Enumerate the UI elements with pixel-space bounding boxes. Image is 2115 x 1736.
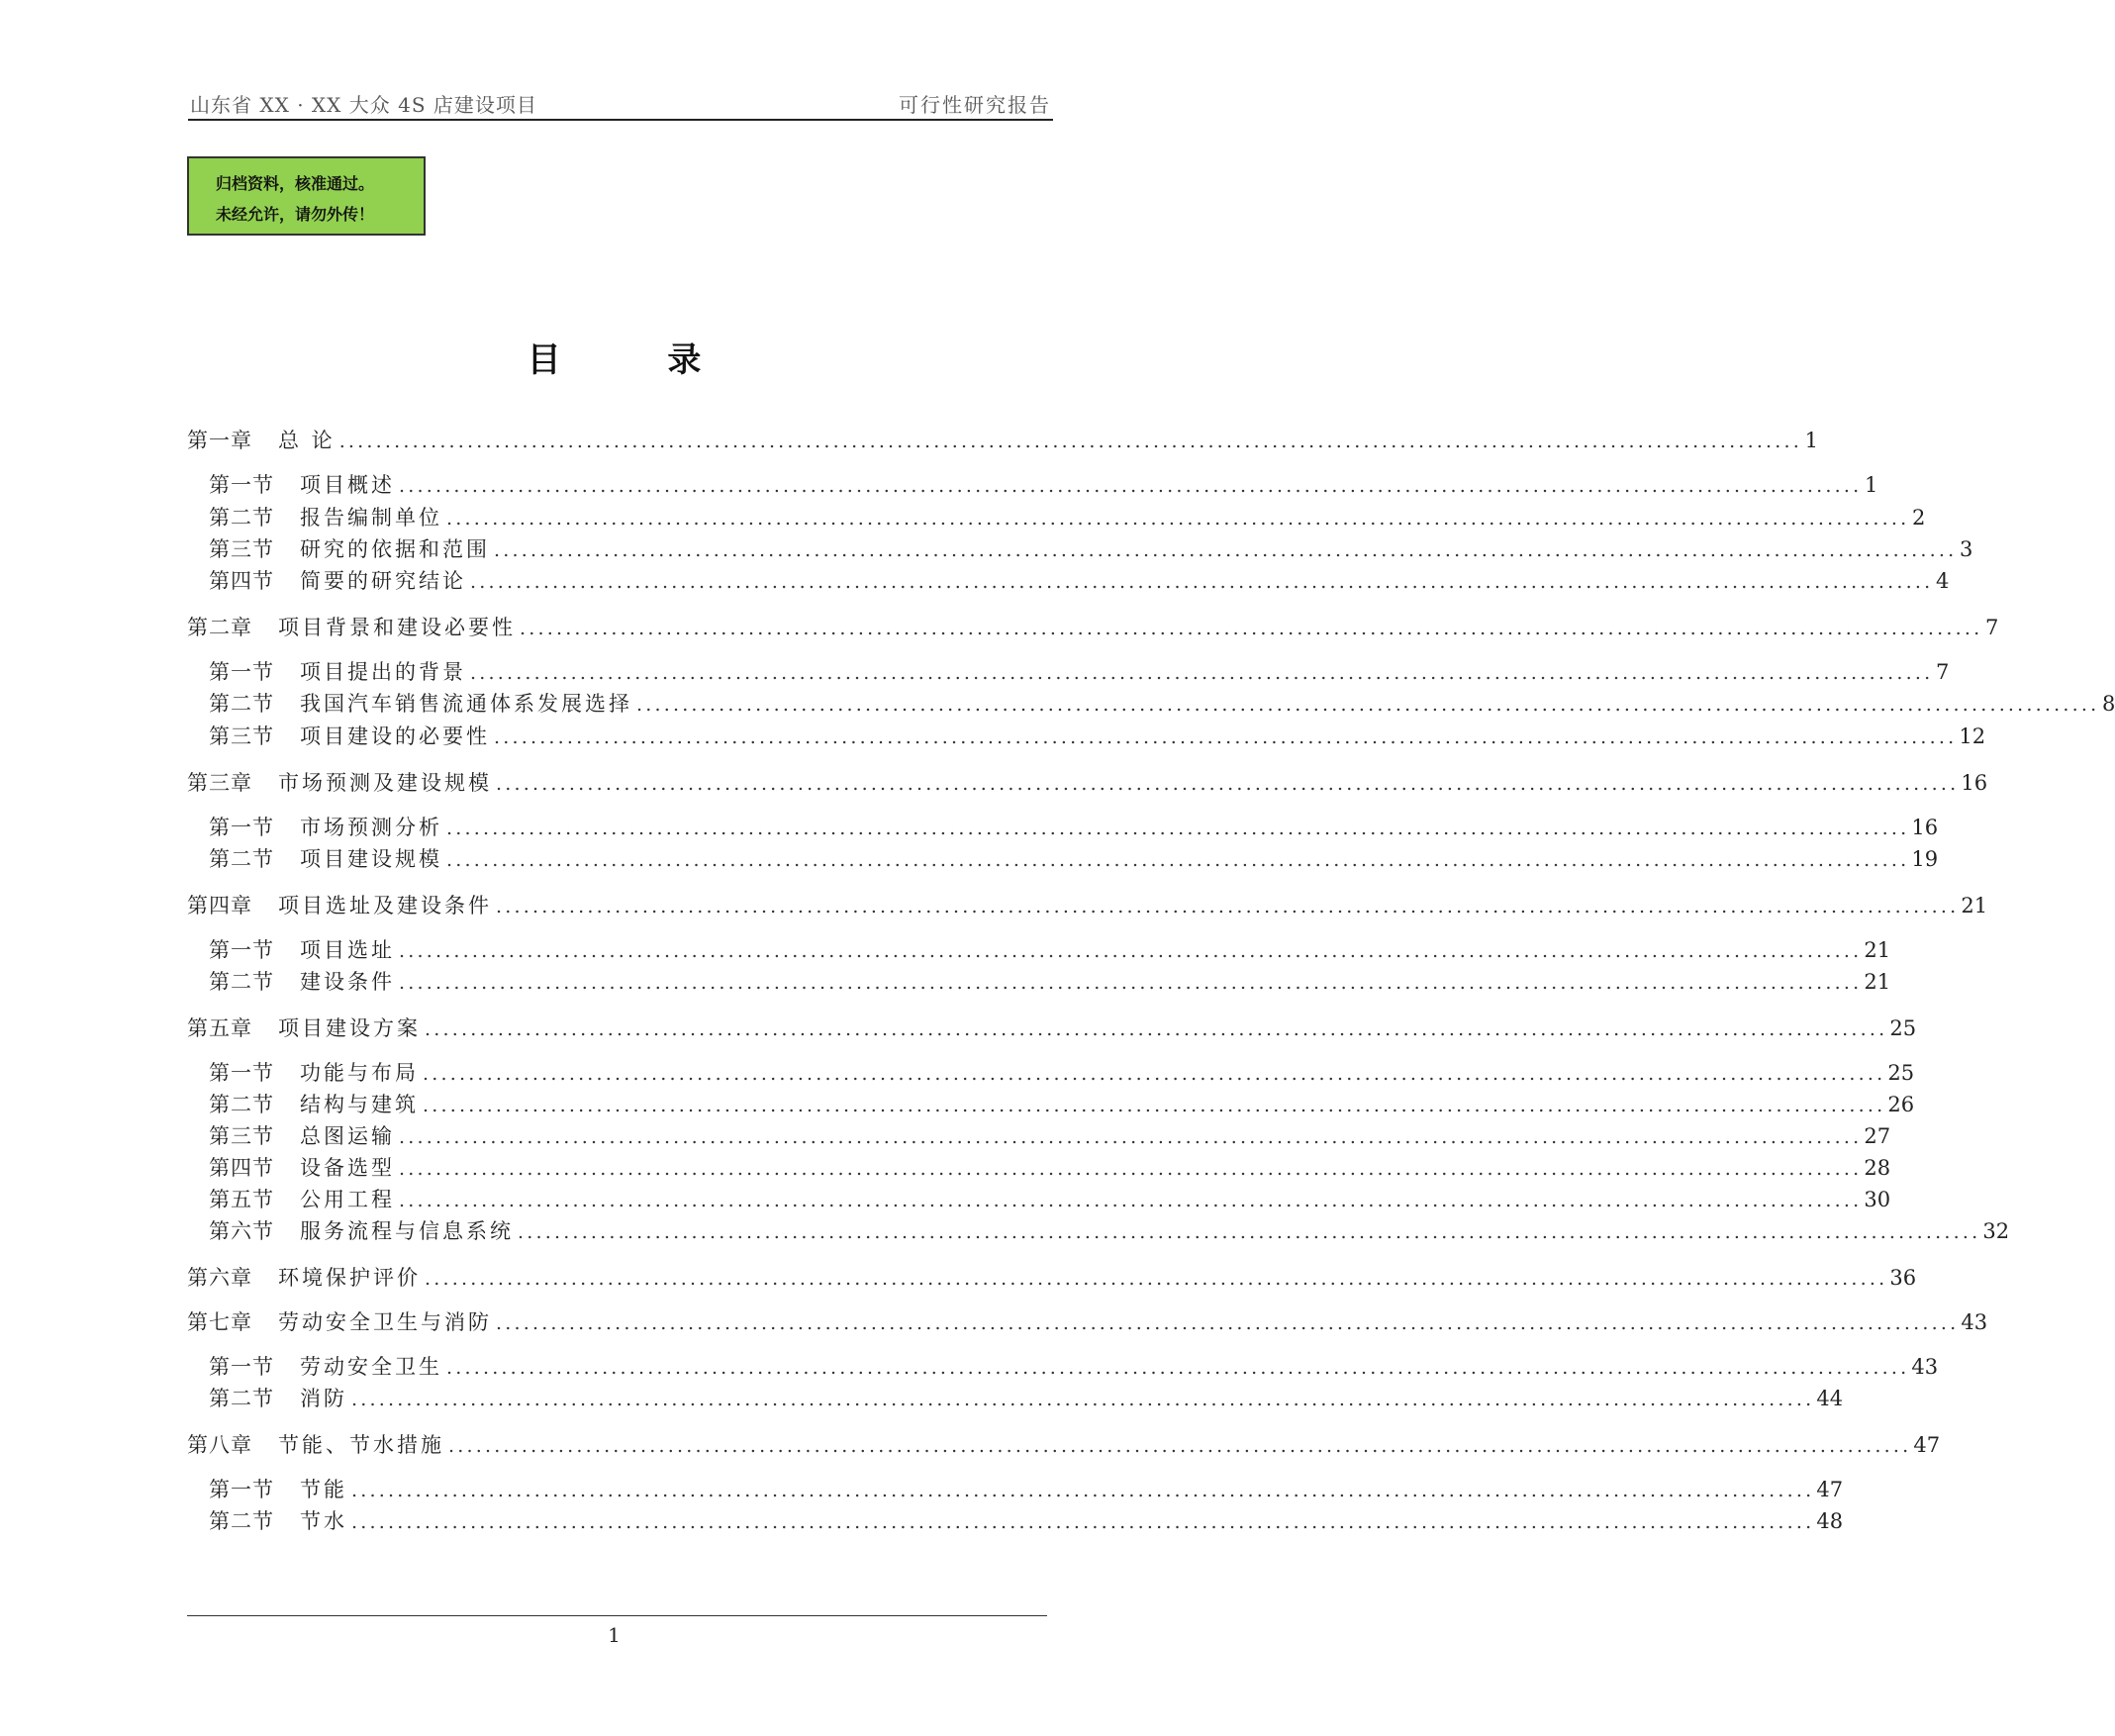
toc-entry-page: 25 [1887, 1061, 1915, 1085]
toc-entry-page: 25 [1889, 1016, 1917, 1040]
toc-dot-leader: ................................................................................................................................................................ [494, 726, 1958, 748]
toc-entry-number: 第一节 [209, 938, 274, 962]
toc-section-entry[interactable] [209, 1184, 1891, 1213]
page-header [188, 85, 1053, 121]
toc-section-entry[interactable] [209, 1215, 2010, 1245]
toc-dot-leader: ................................................................................................................................................................ [399, 1158, 1863, 1180]
toc-entry-title: 服务流程与信息系统 [300, 1219, 514, 1243]
toc-entry-number: 第五章 [187, 1016, 252, 1040]
toc-dot-leader: ................................................................................................................................................................ [448, 1435, 1912, 1457]
toc-entry-title: 节能 [300, 1478, 347, 1501]
toc-section-entry[interactable] [209, 1383, 1844, 1412]
toc-dot-leader: ................................................................................................................................................................ [494, 539, 1958, 561]
toc-entry-number: 第一章 [187, 429, 252, 452]
toc-section-entry[interactable] [209, 502, 1926, 531]
toc-chapter-entry[interactable] [187, 767, 1988, 797]
toc-section-entry[interactable] [209, 1351, 1939, 1381]
toc-section-entry[interactable] [209, 966, 1891, 996]
toc-dot-leader: ................................................................................................................................................................ [636, 694, 2100, 716]
toc-entry-number: 第二节 [209, 1509, 274, 1533]
toc-dot-leader: ................................................................................................................................................................ [520, 618, 1983, 639]
toc-dot-leader: ................................................................................................................................................................ [399, 1190, 1863, 1211]
toc-entry-title: 节能、节水措施 [278, 1433, 444, 1457]
toc-entry-title: 研究的依据和范围 [300, 537, 490, 561]
toc-section-entry[interactable] [209, 688, 2115, 718]
toc-dot-leader: ................................................................................................................................................................ [351, 1389, 1815, 1410]
toc-entry-title: 我国汽车销售流通体系发展选择 [300, 692, 632, 716]
toc-dot-leader: ................................................................................................................................................................ [399, 1126, 1863, 1148]
toc-entry-number: 第三章 [187, 771, 252, 795]
toc-entry-number: 第二章 [187, 616, 252, 639]
toc-entry-title: 环境保护评价 [278, 1266, 421, 1290]
toc-entry-page: 26 [1887, 1093, 1915, 1116]
stamp-line-1: 归档资料，核准通过。 [216, 174, 375, 193]
toc-entry-page: 1 [1864, 473, 1878, 497]
toc-entry-number: 第二节 [209, 847, 274, 871]
toc-dot-leader: ................................................................................................................................................................ [496, 1312, 1960, 1334]
toc-entry-page: 21 [1864, 938, 1891, 962]
footer-divider [187, 1615, 1047, 1616]
toc-entry-page: 44 [1816, 1387, 1844, 1410]
toc-entry-page: 19 [1911, 847, 1939, 871]
toc-section-entry[interactable] [209, 469, 1878, 499]
toc-entry-title: 项目提出的背景 [300, 660, 466, 684]
toc-entry-title: 项目建设规模 [300, 847, 442, 871]
toc-entry-page: 8 [2101, 692, 2115, 716]
toc-entry-title: 总 论 [278, 429, 336, 452]
toc-title: 目 录 [527, 340, 749, 380]
toc-dot-leader: ................................................................................................................................................................ [425, 1018, 1888, 1040]
toc-dot-leader: ................................................................................................................................................................ [518, 1221, 1981, 1243]
toc-chapter-entry[interactable] [187, 1429, 1941, 1459]
toc-section-entry[interactable] [209, 533, 1973, 563]
toc-section-entry[interactable] [209, 656, 1950, 686]
toc-entry-title: 简要的研究结论 [300, 569, 466, 593]
toc-entry-page: 4 [1935, 569, 1950, 593]
toc-section-entry[interactable] [209, 721, 1986, 750]
toc-section-entry[interactable] [209, 1120, 1891, 1150]
toc-dot-leader: ................................................................................................................................................................ [496, 773, 1960, 795]
toc-entry-number: 第一节 [209, 1355, 274, 1379]
toc-chapter-entry[interactable] [187, 425, 1819, 454]
toc-dot-leader: ................................................................................................................................................................ [446, 508, 1910, 530]
toc-dot-leader: ................................................................................................................................................................ [351, 1480, 1815, 1501]
toc-entry-title: 节水 [300, 1509, 347, 1533]
archive-stamp [187, 156, 426, 236]
toc-entry-page: 47 [1816, 1478, 1844, 1501]
toc-entry-number: 第二节 [209, 506, 274, 530]
toc-entry-page: 7 [1984, 616, 1999, 639]
toc-entry-number: 第七章 [187, 1310, 252, 1334]
toc-dot-leader: ................................................................................................................................................................ [470, 662, 1934, 684]
toc-dot-leader: ................................................................................................................................................................ [446, 849, 1910, 871]
toc-entry-number: 第八章 [187, 1433, 252, 1457]
toc-dot-leader: ................................................................................................................................................................ [338, 431, 1803, 452]
toc-entry-title: 劳动安全卫生与消防 [278, 1310, 492, 1334]
toc-dot-leader: ................................................................................................................................................................ [399, 475, 1863, 497]
toc-dot-leader: ................................................................................................................................................................ [423, 1095, 1886, 1116]
toc-entry-page: 32 [1982, 1219, 2010, 1243]
toc-entry-title: 项目建设方案 [278, 1016, 421, 1040]
toc-dot-leader: ................................................................................................................................................................ [470, 571, 1934, 593]
toc-entry-number: 第六章 [187, 1266, 252, 1290]
toc-entry-number: 第一节 [209, 1478, 274, 1501]
toc-entry-page: 12 [1959, 724, 1986, 748]
toc-entry-page: 43 [1911, 1355, 1939, 1379]
header-report-type: 可行性研究报告 [899, 93, 1051, 117]
stamp-line-2: 未经允许，请勿外传！ [216, 205, 375, 224]
toc-entry-number: 第一节 [209, 816, 274, 839]
toc-entry-page: 21 [1864, 970, 1891, 994]
toc-section-entry[interactable] [209, 1474, 1844, 1503]
toc-entry-number: 第二节 [209, 692, 274, 716]
toc-chapter-entry[interactable] [187, 1306, 1988, 1336]
toc-entry-number: 第三节 [209, 537, 274, 561]
toc-entry-title: 项目建设的必要性 [300, 724, 490, 748]
toc-entry-title: 劳动安全卫生 [300, 1355, 442, 1379]
toc-entry-title: 公用工程 [300, 1188, 395, 1211]
toc-entry-page: 1 [1804, 429, 1819, 452]
toc-dot-leader: ................................................................................................................................................................ [399, 972, 1863, 994]
toc-entry-title: 建设条件 [300, 970, 395, 994]
toc-entry-title: 项目背景和建设必要性 [278, 616, 516, 639]
toc-entry-page: 7 [1935, 660, 1950, 684]
toc-entry-page: 27 [1864, 1124, 1891, 1148]
toc-section-entry[interactable] [209, 1089, 1915, 1118]
toc-chapter-entry[interactable] [187, 1262, 1917, 1292]
toc-entry-number: 第一节 [209, 660, 274, 684]
toc-entry-title: 市场预测分析 [300, 816, 442, 839]
toc-section-entry[interactable] [209, 565, 1950, 595]
toc-entry-title: 总图运输 [300, 1124, 395, 1148]
toc-entry-page: 30 [1864, 1188, 1891, 1211]
toc-entry-number: 第五节 [209, 1188, 274, 1211]
toc-chapter-entry[interactable] [187, 612, 1999, 641]
toc-entry-page: 16 [1911, 816, 1939, 839]
toc-section-entry[interactable] [209, 1505, 1844, 1535]
toc-dot-leader: ................................................................................................................................................................ [425, 1268, 1888, 1290]
toc-section-entry[interactable] [209, 843, 1939, 873]
toc-entry-page: 48 [1816, 1509, 1844, 1533]
toc-entry-number: 第六节 [209, 1219, 274, 1243]
toc-dot-leader: ................................................................................................................................................................ [496, 896, 1960, 917]
toc-entry-page: 47 [1913, 1433, 1941, 1457]
toc-entry-page: 3 [1959, 537, 1973, 561]
toc-dot-leader: ................................................................................................................................................................ [446, 818, 1910, 839]
toc-dot-leader: ................................................................................................................................................................ [399, 940, 1863, 962]
toc-entry-title: 消防 [300, 1387, 347, 1410]
toc-entry-title: 项目选址 [300, 938, 395, 962]
toc-entry-page: 36 [1889, 1266, 1917, 1290]
toc-entry-number: 第一节 [209, 473, 274, 497]
toc-dot-leader: ................................................................................................................................................................ [446, 1357, 1910, 1379]
toc-section-entry[interactable] [209, 934, 1891, 964]
toc-section-entry[interactable] [209, 812, 1939, 841]
toc-entry-number: 第三节 [209, 724, 274, 748]
toc-entry-title: 功能与布局 [300, 1061, 419, 1085]
toc-entry-number: 第三节 [209, 1124, 274, 1148]
toc-entry-page: 21 [1961, 894, 1988, 917]
toc-entry-title: 设备选型 [300, 1156, 395, 1180]
toc-entry-title: 结构与建筑 [300, 1093, 419, 1116]
toc-section-entry[interactable] [209, 1152, 1891, 1182]
toc-entry-number: 第四节 [209, 569, 274, 593]
toc-dot-leader: ................................................................................................................................................................ [351, 1511, 1815, 1533]
toc-chapter-entry[interactable] [187, 890, 1988, 919]
toc-entry-title: 项目概述 [300, 473, 395, 497]
toc-entry-number: 第一节 [209, 1061, 274, 1085]
toc-section-entry[interactable] [209, 1057, 1915, 1087]
toc-entry-page: 16 [1961, 771, 1988, 795]
toc-entry-title: 项目选址及建设条件 [278, 894, 492, 917]
toc-entry-page: 28 [1864, 1156, 1891, 1180]
toc-entry-number: 第四章 [187, 894, 252, 917]
toc-entry-title: 报告编制单位 [300, 506, 442, 530]
page-number: 1 [608, 1623, 621, 1647]
toc-entry-number: 第二节 [209, 970, 274, 994]
toc-dot-leader: ................................................................................................................................................................ [423, 1063, 1886, 1085]
toc-entry-number: 第二节 [209, 1093, 274, 1116]
toc-entry-number: 第四节 [209, 1156, 274, 1180]
toc-entry-page: 43 [1961, 1310, 1988, 1334]
toc-entry-title: 市场预测及建设规模 [278, 771, 492, 795]
header-project-name: 山东省 XX · XX 大众 4S 店建设项目 [190, 93, 537, 117]
toc-entry-number: 第二节 [209, 1387, 274, 1410]
toc-chapter-entry[interactable] [187, 1013, 1917, 1042]
toc-entry-page: 2 [1911, 506, 1926, 530]
